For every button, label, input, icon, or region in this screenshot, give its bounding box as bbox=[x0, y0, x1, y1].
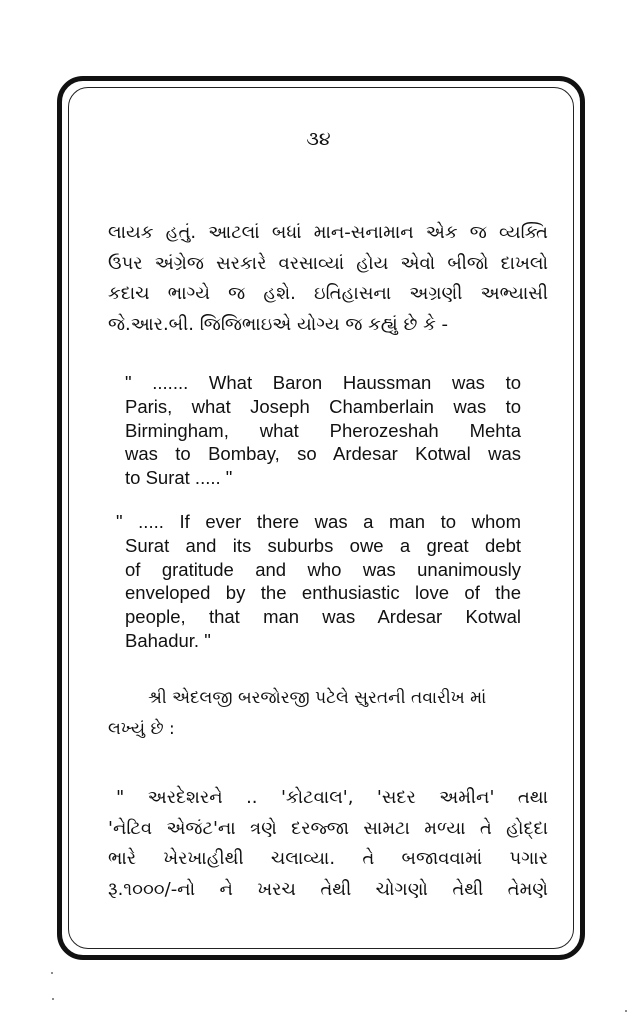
attribution-line: લખ્યું છે : bbox=[108, 719, 175, 739]
quote-surat-debt bbox=[116, 510, 521, 653]
intro-line: લાયક હતું. આટલાં બધાં માન-સનામાન એક જ વ્યક્તિ bbox=[108, 222, 548, 243]
attribution-line: શ્રી એદલજી બરજોરજી પટેલે સુરતની તવારીખ માં bbox=[148, 688, 487, 708]
quote-line: of gratitude and who was unanimously bbox=[125, 558, 521, 580]
quote-line: enveloped by the enthusiastic love of the bbox=[125, 582, 521, 604]
quote-line: Surat and its suburbs owe a great debt bbox=[125, 534, 521, 556]
quote-haussman bbox=[125, 371, 521, 490]
intro-paragraph bbox=[108, 218, 548, 340]
quote-line: Bahadur. " bbox=[125, 629, 211, 651]
final-line: " અરદેશરને .. 'કોટવાલ', 'સદર અમીન' તથા bbox=[116, 787, 548, 808]
attribution bbox=[108, 683, 548, 745]
intro-line: કદાચ ભાગ્યે જ હશે. ઇતિહાસના અગ્રણી અભ્યાસી bbox=[108, 283, 548, 304]
page-number: ૩૪ bbox=[306, 128, 331, 150]
final-line: ભારે ખેરખાહીથી ચલાવ્યા. તે બજાવવામાં પગાર bbox=[108, 848, 548, 869]
quote-line: Paris, what Joseph Chamberlain was to bbox=[125, 395, 521, 417]
quote-line: " ....... What Baron Haussman was to bbox=[125, 372, 521, 393]
quote-line: " ..... If ever there was a man to whom bbox=[116, 511, 521, 532]
final-line: 'નેટિવ એજંટ'ના ત્રણે દરજ્જા સામટા મળ્યા તે હોદ્દા bbox=[108, 817, 548, 839]
final-paragraph bbox=[108, 783, 548, 905]
intro-line: જે.આર.બી. જિજિભાઇએ યોગ્ય જ કહ્યું છે કે - bbox=[108, 313, 449, 335]
quote-line: was to Bombay, so Ardesar Kotwal was bbox=[125, 443, 521, 465]
final-line: રૂ.૧૦૦૦/-નો ને ખરચ તેથી ચોગણો તેથી તેમણે bbox=[108, 878, 548, 900]
scan-speck bbox=[51, 972, 53, 974]
scan-speck bbox=[52, 998, 54, 1000]
scan-speck bbox=[625, 1010, 627, 1012]
quote-line: Birmingham, what Pherozeshah Mehta bbox=[125, 419, 521, 441]
intro-line: ઉપર અંગ્રેજ સરકારે વરસાવ્યાં હોય એવો બીજો દાખલો bbox=[108, 252, 548, 274]
quote-line: people, that man was Ardesar Kotwal bbox=[125, 606, 521, 628]
quote-line: to Surat ..... " bbox=[125, 467, 233, 489]
